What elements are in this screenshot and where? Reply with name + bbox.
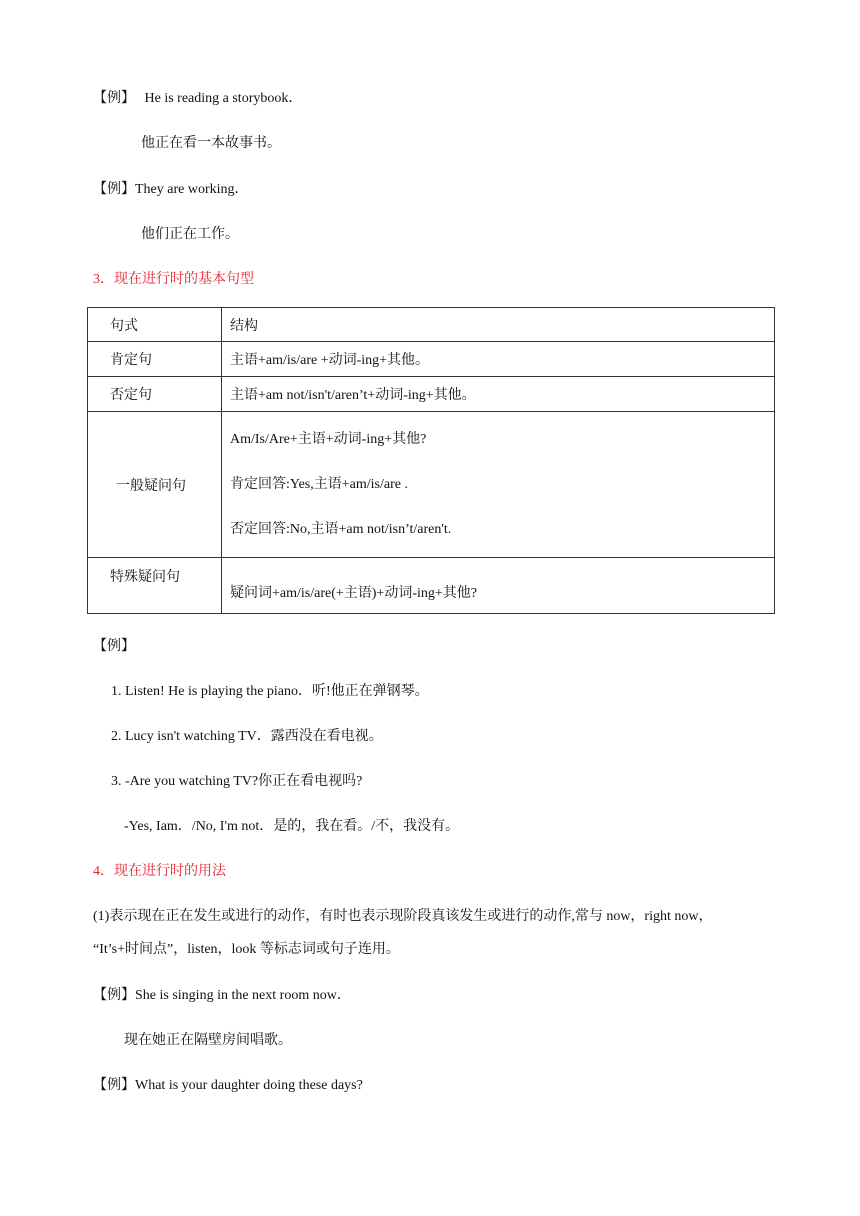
section-3-heading: 3．现在进行时的基本句型 [93, 272, 254, 287]
row-type: 肯定句 [88, 342, 222, 377]
example-english: She is singing in the next room now． [135, 988, 351, 1003]
table-row [88, 558, 775, 614]
example-item-1: 1. Listen! He is playing the piano．听!他正在弹钢琴。 [111, 684, 429, 699]
row-structure: 疑问词+am/is/are(+主语)+动词-ing+其他? [222, 558, 775, 614]
example-tag: 【例】 [93, 182, 135, 197]
table-row [88, 377, 775, 412]
table-header-row [88, 308, 775, 342]
example-4 [93, 1076, 363, 1096]
sentence-pattern-table [87, 307, 775, 614]
example-tag-mid: 【例】 [93, 639, 135, 654]
example-1-translation: 他正在看一本故事书。 [141, 136, 281, 151]
example-3-translation: 现在她正在隔壁房间唱歌。 [124, 1033, 292, 1048]
example-2 [93, 180, 249, 200]
example-item-3-answer: -Yes, Iam．/No, I'm not．是的，我在看。/不，我没有。 [124, 819, 460, 834]
positive-answer: 肯定回答:Yes,主语+am/is/are . [230, 476, 408, 492]
row-structure [222, 412, 775, 558]
usage-paragraph-line-1: (1)表示现在正在发生或进行的动作，有时也表示现阶段真该发生或进行的动作,常与 now，right now， [93, 909, 713, 924]
example-3 [93, 986, 351, 1006]
row-structure: 主语+am/is/are +动词-ing+其他。 [222, 342, 775, 377]
example-english: He is reading a storybook． [141, 91, 303, 106]
example-item-2: 2. Lucy isn't watching TV．露西没在看电视。 [111, 729, 383, 744]
example-1 [93, 89, 302, 109]
section-4-heading: 4．现在进行时的用法 [93, 864, 226, 879]
table-row [88, 342, 775, 377]
example-tag: 【例】 [93, 988, 135, 1003]
example-english: What is your daughter doing these days? [135, 1078, 363, 1093]
question-form: Am/Is/Are+主语+动词-ing+其他? [230, 431, 427, 447]
usage-paragraph-line-2: “It’s+时间点”，listen，look 等标志词或句子连用。 [93, 942, 400, 957]
row-type: 一般疑问句 [88, 412, 222, 558]
example-tag: 【例】 [93, 1078, 135, 1093]
row-type: 否定句 [88, 377, 222, 412]
example-english: They are working． [135, 182, 249, 197]
example-tag: 【例】 [93, 91, 135, 106]
header-structure: 结构 [222, 308, 775, 342]
header-pattern: 句式 [88, 308, 222, 342]
row-structure: 主语+am not/isn't/aren’t+动词-ing+其他。 [222, 377, 775, 412]
example-2-translation: 他们正在工作。 [141, 227, 239, 242]
row-type: 特殊疑问句 [88, 558, 222, 614]
negative-answer: 否定回答:No,主语+am not/isn’t/aren't. [230, 521, 452, 537]
example-item-3: 3. -Are you watching TV?你正在看电视吗? [111, 774, 363, 789]
table-row [88, 412, 775, 558]
